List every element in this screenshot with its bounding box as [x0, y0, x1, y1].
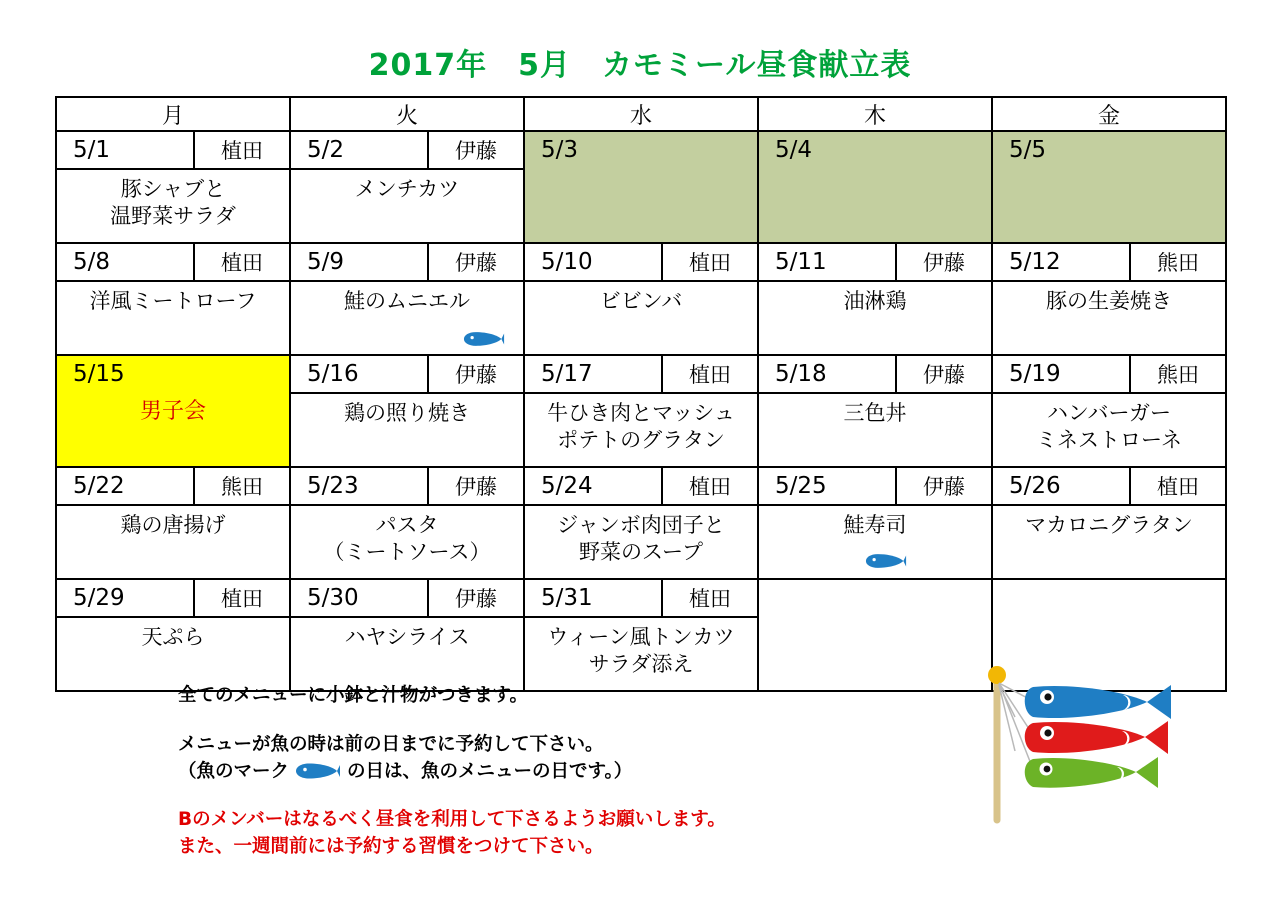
day-menu [57, 282, 289, 315]
day-menu-line: パスタ [375, 513, 439, 537]
day-menu-line: （ミートソース） [323, 539, 491, 564]
day-date: 5/1 [73, 137, 111, 163]
note-fish-mark-post: の日は、魚のメニューの日です。） [347, 760, 633, 782]
day-cook-name: 植田 [661, 356, 757, 392]
fish-icon [295, 762, 341, 780]
day-date: 5/25 [775, 473, 827, 499]
day-menu-line: 豚の生姜焼き [1046, 289, 1172, 313]
calendar-day-cell [758, 467, 992, 579]
note-side-dishes: 全てのメニューに小鉢と汁物がつきます。 [178, 685, 529, 706]
day-date: 5/19 [1009, 361, 1061, 387]
day-menu [993, 282, 1225, 315]
day-date: 5/4 [775, 137, 813, 163]
note-fish-reservation-line1: メニューが魚の時は前の日までに予約して下さい。 [178, 733, 604, 755]
weekday-header-thu: 木 [758, 97, 992, 131]
day-menu [525, 282, 757, 315]
day-date: 5/12 [1009, 249, 1061, 275]
day-cook-name: 植田 [193, 244, 289, 280]
weekday-header-mon: 月 [56, 97, 290, 131]
day-cook-name: 熊田 [1129, 356, 1225, 392]
calendar-day-cell [56, 243, 290, 355]
day-cook-name: 植田 [1129, 468, 1225, 504]
calendar-day-cell [290, 243, 524, 355]
day-menu-line: 鮭のムニエル [344, 289, 470, 313]
day-cook-name [897, 580, 991, 616]
day-menu-line: ミネストローネ [1036, 427, 1182, 452]
day-date: 5/30 [307, 585, 359, 611]
day-cook-name [1131, 580, 1225, 616]
weekday-header-wed: 水 [524, 97, 758, 131]
koinobori-green [1025, 757, 1158, 788]
calendar-day-cell [992, 355, 1226, 467]
day-menu [525, 506, 757, 566]
day-menu-line: 男子会 [139, 399, 206, 424]
day-cook-name: 植田 [661, 580, 757, 616]
calendar-day-cell [290, 467, 524, 579]
day-menu-line: ウィーン風トンカツ [547, 625, 735, 649]
day-menu [993, 394, 1225, 454]
day-cook-name [195, 356, 289, 392]
day-cook-name [663, 132, 757, 168]
day-menu [291, 282, 523, 315]
calendar-day-cell [758, 355, 992, 467]
calendar-day-cell [56, 579, 290, 691]
calendar-day-cell [524, 131, 758, 243]
day-menu [291, 394, 523, 427]
calendar-week-row [56, 131, 1226, 243]
calendar-day-cell [524, 579, 758, 691]
calendar-week-row [56, 243, 1226, 355]
day-date: 5/29 [73, 585, 125, 611]
day-date: 5/24 [541, 473, 593, 499]
day-menu-line: メンチカツ [354, 177, 460, 201]
day-menu [57, 506, 289, 539]
note-b-members-line1: Bのメンバーはなるべく昼食を利用して下さるようお願いします。 [178, 809, 726, 831]
day-cook-name: 植田 [661, 244, 757, 280]
day-menu [291, 506, 523, 566]
day-date [759, 580, 897, 616]
day-menu-line: 天ぷら [141, 625, 205, 649]
day-menu-line: 鶏の唐揚げ [120, 513, 226, 537]
calendar-day-cell [992, 243, 1226, 355]
calendar-day-cell [758, 243, 992, 355]
calendar-day-cell [524, 243, 758, 355]
menu-calendar-table [55, 96, 1227, 692]
calendar-day-cell [56, 131, 290, 243]
page-title: 2017年 5月 カモミール昼食献立表 [368, 48, 912, 83]
day-cook-name: 伊藤 [427, 356, 523, 392]
day-cook-name: 伊藤 [427, 132, 523, 168]
weekday-header-row [56, 97, 1226, 131]
day-date: 5/8 [73, 249, 111, 275]
koinobori-blue [1025, 685, 1171, 719]
day-menu-line: ジャンボ肉団子と [557, 513, 725, 537]
note-b-members-line2: また、一週間前には予約する習慣をつけて下さい。 [178, 836, 604, 858]
day-date: 5/17 [541, 361, 593, 387]
day-menu [291, 618, 523, 651]
day-date: 5/9 [307, 249, 345, 275]
day-cook-name: 伊藤 [895, 356, 991, 392]
weekday-header-fri: 金 [992, 97, 1226, 131]
day-cook-name: 植田 [661, 468, 757, 504]
note-fish-reservation-line2 [178, 759, 938, 786]
day-menu-line: ハヤシライス [344, 625, 470, 649]
day-date: 5/16 [307, 361, 359, 387]
notes-section [178, 683, 938, 883]
day-menu [525, 394, 757, 454]
calendar-body [56, 131, 1226, 691]
calendar-day-cell [56, 355, 290, 467]
fish-icon [865, 552, 907, 570]
day-date: 5/11 [775, 249, 827, 275]
note-b-members [178, 807, 938, 861]
day-menu-line: 野菜のスープ [579, 539, 703, 564]
day-date: 5/5 [1009, 137, 1047, 163]
calendar-day-cell [524, 467, 758, 579]
day-date: 5/15 [73, 361, 125, 387]
koinobori-red [1025, 721, 1168, 754]
day-menu-line: 洋風ミートローフ [89, 289, 257, 313]
day-cook-name: 伊藤 [427, 468, 523, 504]
day-date: 5/2 [307, 137, 345, 163]
fish-icon [463, 330, 505, 348]
note-fish-reservation [178, 732, 938, 786]
note-fish-mark-pre: （魚のマーク [178, 760, 290, 782]
day-menu [759, 282, 991, 315]
day-cook-name: 伊藤 [427, 244, 523, 280]
day-menu-line: 鶏の照り焼き [344, 401, 470, 425]
day-date: 5/26 [1009, 473, 1061, 499]
day-menu-line: 三色丼 [843, 401, 907, 425]
day-cook-name: 熊田 [193, 468, 289, 504]
day-menu [759, 506, 991, 539]
day-menu [291, 170, 523, 203]
day-menu-line: 温野菜サラダ [110, 203, 236, 228]
calendar-day-cell [992, 131, 1226, 243]
calendar-day-cell [56, 467, 290, 579]
day-menu-line: ハンバーガー [1046, 401, 1172, 425]
koinobori-illustration [975, 665, 1205, 825]
day-menu [759, 394, 991, 427]
day-cook-name: 熊田 [1129, 244, 1225, 280]
day-menu-line: 油淋鶏 [843, 289, 907, 313]
day-menu [57, 618, 289, 651]
calendar-week-row [56, 467, 1226, 579]
calendar-day-cell [290, 355, 524, 467]
day-cook-name: 伊藤 [427, 580, 523, 616]
day-date [993, 580, 1131, 616]
day-menu-line: ポテトのグラタン [557, 427, 725, 452]
calendar-week-row [56, 355, 1226, 467]
calendar-day-cell [290, 131, 524, 243]
day-date: 5/10 [541, 249, 593, 275]
day-menu-line: 豚シャブと [120, 177, 226, 201]
calendar-day-cell [524, 355, 758, 467]
day-menu [525, 618, 757, 678]
day-menu-line: マカロニグラタン [1025, 513, 1193, 537]
day-date: 5/3 [541, 137, 579, 163]
weekday-header-tue: 火 [290, 97, 524, 131]
day-cook-name: 伊藤 [895, 468, 991, 504]
day-date: 5/22 [73, 473, 125, 499]
calendar-day-cell [290, 579, 524, 691]
day-date: 5/18 [775, 361, 827, 387]
day-menu-line: 鮭寿司 [843, 513, 907, 537]
day-date: 5/31 [541, 585, 593, 611]
day-cook-name: 植田 [193, 132, 289, 168]
day-cook-name [897, 132, 991, 168]
day-date: 5/23 [307, 473, 359, 499]
day-cook-name: 植田 [193, 580, 289, 616]
day-menu-line: 牛ひき肉とマッシュ [547, 401, 735, 425]
day-menu-line: サラダ添え [588, 651, 694, 676]
day-menu [993, 506, 1225, 539]
calendar-day-cell [758, 579, 992, 691]
calendar-day-cell [992, 467, 1226, 579]
day-menu [57, 392, 289, 426]
day-cook-name [1131, 132, 1225, 168]
day-menu-line: ビビンバ [599, 289, 683, 313]
day-cook-name: 伊藤 [895, 244, 991, 280]
day-menu [57, 170, 289, 230]
calendar-day-cell [758, 131, 992, 243]
